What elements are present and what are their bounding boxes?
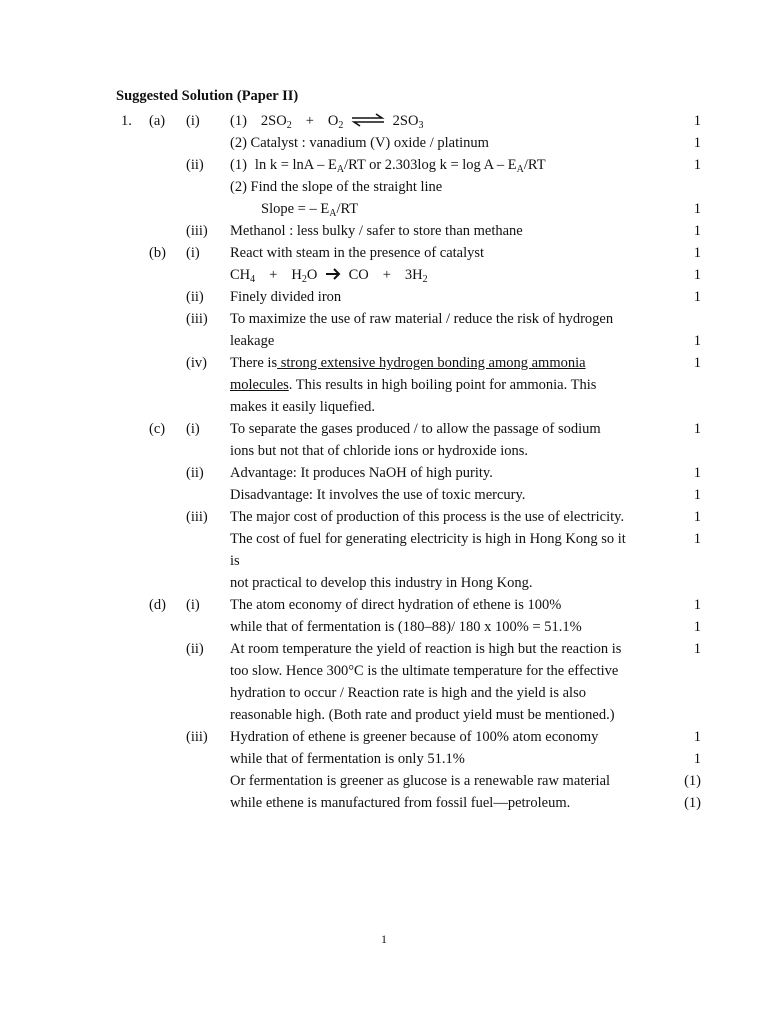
answer-line: molecules. This results in high boiling point for ammonia. This <box>230 377 597 393</box>
mark: 1 <box>693 201 701 217</box>
answer-line <box>0 264 768 286</box>
subpart-label: (i) <box>186 245 200 261</box>
subpart-label: (iii) <box>186 509 208 525</box>
subpart-label: (i) <box>186 421 200 437</box>
part-label: (d) <box>149 597 166 613</box>
mark: 1 <box>693 223 701 239</box>
subpart-label: (iii) <box>186 311 208 327</box>
mark: 1 <box>693 531 701 547</box>
answer-line: (iii) Methanol : less bulky / safer to store than methane 1 <box>0 220 768 242</box>
answer-line: while that of fermentation is only 51.1% 1 <box>0 748 768 770</box>
answer-line: (d) (i) The atom economy of direct hydration of ethene is 100% 1 <box>0 594 768 616</box>
answer-line: (iv) There is strong extensive hydrogen bonding among ammonia 1 <box>0 352 768 374</box>
mark: 1 <box>693 355 701 371</box>
answer-line: (2) Find the slope of the straight line <box>230 179 443 195</box>
answer-line: Slope = – $E_A/RT$ 1 <box>0 198 768 220</box>
mark: 1 <box>693 465 701 481</box>
answer-line: while ethene is manufactured from fossil fuel—petroleum. (1) <box>0 792 768 814</box>
answer-line: hydration to occur / Reaction rate is high and the yield is also <box>230 685 586 701</box>
subpart-label: (iv) <box>186 355 207 371</box>
equation-steam-reforming: $CH_4 + H_2O$ CO + $3H_2$ <box>230 267 428 285</box>
mark: 1 <box>693 487 701 503</box>
mark: 1 <box>693 289 701 305</box>
answer-line: (b) (i) React with steam in the presence of catalyst 1 <box>0 242 768 264</box>
right-arrow-icon <box>325 268 341 280</box>
subpart-label: (iii) <box>186 223 208 239</box>
mark: 1 <box>693 729 701 745</box>
mark: (1) <box>684 795 701 811</box>
mark: 1 <box>693 619 701 635</box>
answer-line: (ii) At room temperature the yield of reaction is high but the reaction is 1 <box>0 638 768 660</box>
mark: (1) <box>684 773 701 789</box>
answer-line: Disadvantage: It involves the use of toxic mercury. 1 <box>0 484 768 506</box>
mark: 1 <box>693 421 701 437</box>
answer-line: too slow. Hence 300°C is the ultimate temperature for the effective <box>230 663 619 679</box>
mark: 1 <box>693 113 701 129</box>
answer-line: (ii) (1) $\ln k = \ln A - E_A/RT$ or 2.303log $k = \log A - E_A/RT$ 1 <box>0 154 768 176</box>
mark: 1 <box>693 333 701 349</box>
answer-line: (ii) Advantage: It produces NaOH of high purity. 1 <box>0 462 768 484</box>
answer-line: ions but not that of chloride ions or hydroxide ions. <box>230 443 529 459</box>
answer-line: reasonable high. (Both rate and product yield must be mentioned.) <box>230 707 615 723</box>
equation-so3: (1) $2SO_2 + O_2$ $2SO_3$ <box>230 113 424 131</box>
answer-line: makes it easily liquefied. <box>230 399 375 415</box>
subpart-label: (ii) <box>186 465 204 481</box>
part-label: (c) <box>149 421 166 437</box>
answer-line: (iii) To maximize the use of raw material / reduce the risk of hydrogen <box>0 308 768 330</box>
mark: 1 <box>693 751 701 767</box>
answer-line: (ii) Finely divided iron 1 <box>0 286 768 308</box>
mark: 1 <box>693 267 701 283</box>
equilibrium-arrow-icon <box>351 113 385 127</box>
part-label: (a) <box>149 113 166 129</box>
subpart-label: (ii) <box>186 289 204 305</box>
document-title: Suggested Solution (Paper II) <box>116 88 299 104</box>
answer-line <box>0 110 768 132</box>
mark: 1 <box>693 509 701 525</box>
question-number: 1. <box>121 113 132 129</box>
subpart-label: (i) <box>186 113 200 129</box>
answer-line: Or fermentation is greener as glucose is a renewable raw material (1) <box>0 770 768 792</box>
answer-line: not practical to develop this industry in Hong Kong. <box>230 575 533 591</box>
answer-line: (c) (i) To separate the gases produced / to allow the passage of sodium 1 <box>0 418 768 440</box>
mark: 1 <box>693 157 701 173</box>
answer-line: leakage 1 <box>0 330 768 352</box>
subpart-label: (iii) <box>186 729 208 745</box>
answer-line: (iii) The major cost of production of this process is the use of electricity. 1 <box>0 506 768 528</box>
answer-line: (2) Catalyst : vanadium (V) oxide / platinum 1 <box>0 132 768 154</box>
answer-line: (iii) Hydration of ethene is greener because of 100% atom economy 1 <box>0 726 768 748</box>
page-number: 1 <box>381 932 387 946</box>
mark: 1 <box>693 641 701 657</box>
subpart-label: (ii) <box>186 157 204 173</box>
answer-line: is <box>230 553 240 569</box>
subpart-label: (i) <box>186 597 200 613</box>
mark: 1 <box>693 597 701 613</box>
answer-line: while that of fermentation is (180–88)/ 180 x 100% = 51.1% 1 <box>0 616 768 638</box>
mark: 1 <box>693 245 701 261</box>
mark: 1 <box>693 135 701 151</box>
answer-line: The cost of fuel for generating electricity is high in Hong Kong so it 1 <box>0 528 768 550</box>
part-label: (b) <box>149 245 166 261</box>
subpart-label: (ii) <box>186 641 204 657</box>
